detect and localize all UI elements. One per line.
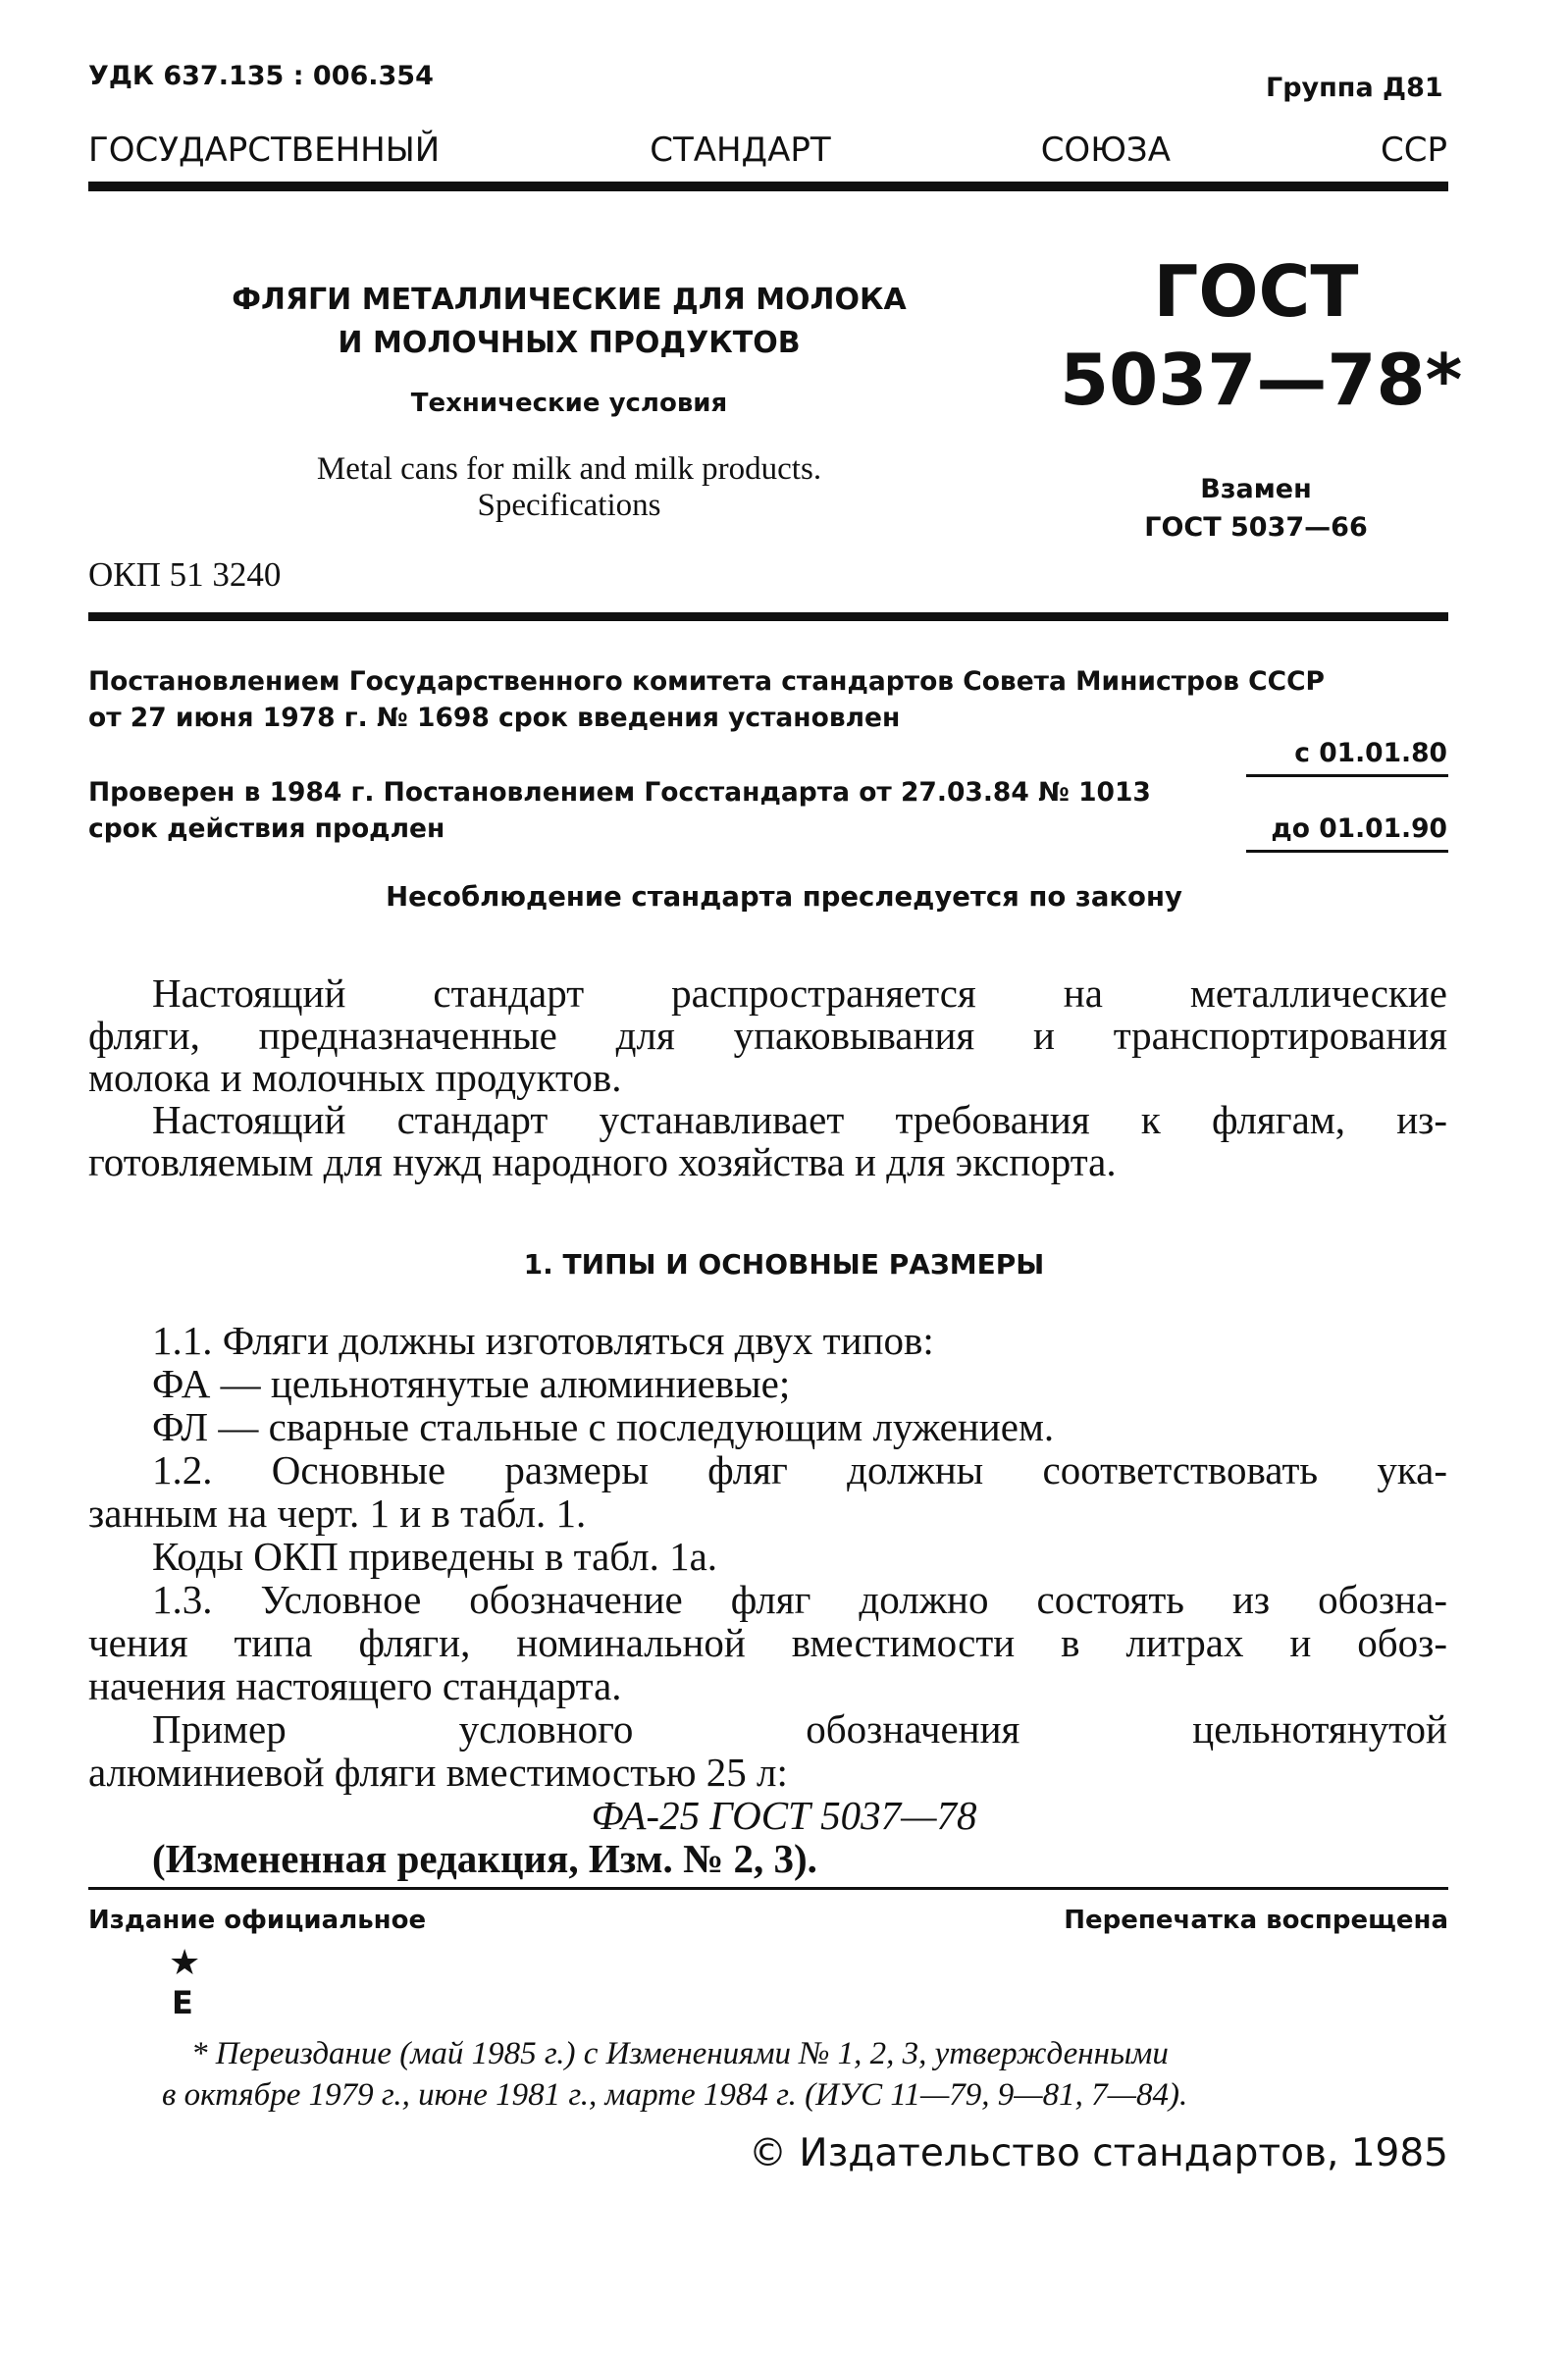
checked-line-1: Проверен в 1984 г. Постановлением Госстандарта от 27.03.84 № 1013 bbox=[88, 777, 1151, 808]
reprint-prohibited: Перепечатка воспрещена bbox=[1064, 1906, 1448, 1935]
legal-warning: Несоблюдение стандарта преследуется по закону bbox=[386, 881, 1182, 913]
star-mark: ★ bbox=[169, 1943, 201, 1983]
clause-1-3-line-3: начения настоящего стандарта. bbox=[88, 1663, 622, 1708]
type-fa: ФА — цельнотянутые алюминиевые; bbox=[152, 1361, 791, 1406]
english-title-line-2: Specifications bbox=[477, 488, 661, 523]
clause-1-3-line-2: чения типа фляги, номинальной вместимости в литрах и обоз- bbox=[88, 1620, 1447, 1665]
gost-label: ГОСТ bbox=[1153, 250, 1359, 333]
section-1-heading: 1. ТИПЫ И ОСНОВНЫЕ РАЗМЕРЫ bbox=[523, 1248, 1045, 1281]
title-line-1: ФЛЯГИ МЕТАЛЛИЧЕСКИЕ ДЛЯ МОЛОКА bbox=[232, 283, 907, 317]
date-to: до 01.01.90 bbox=[1271, 813, 1447, 844]
group-code: Группа Д81 bbox=[1266, 73, 1443, 103]
official-edition: Издание официальное bbox=[88, 1906, 427, 1935]
okp-codes-note: Коды ОКП приведены в табл. 1а. bbox=[152, 1534, 718, 1579]
designation-example: ФА-25 ГОСТ 5037—78 bbox=[591, 1793, 977, 1838]
english-title-line-1: Metal cans for milk and milk products. bbox=[316, 451, 822, 487]
date-from-underline bbox=[1246, 774, 1448, 777]
udk-code: УДК 637.135 : 006.354 bbox=[88, 61, 434, 91]
clause-1-3-line-1: 1.3. Условное обозначение фляг должно состоять из обозна- bbox=[152, 1577, 1447, 1622]
checked-line-2: срок действия продлен bbox=[88, 813, 445, 844]
title-line-2: И МОЛОЧНЫХ ПРОДУКТОВ bbox=[338, 326, 801, 360]
example-intro-line-1: Пример условного обозначения цельнотянутой bbox=[152, 1706, 1447, 1752]
intro-p1-line-3: молока и молочных продуктов. bbox=[88, 1055, 622, 1100]
example-intro-line-2: алюминиевой фляги вместимостью 25 л: bbox=[88, 1750, 788, 1795]
state-standard-heading: ГОСУДАРСТВЕННЫЙ СТАНДАРТ СОЮЗА ССР bbox=[88, 131, 1447, 170]
clause-1-1: 1.1. Фляги должны изготовляться двух типов: bbox=[152, 1318, 934, 1363]
e-mark: Е bbox=[172, 1984, 193, 2021]
replaces-label: Взамен bbox=[1200, 474, 1312, 504]
date-from: с 01.01.80 bbox=[1294, 738, 1447, 768]
replaces-value: ГОСТ 5037—66 bbox=[1144, 512, 1368, 543]
gost-number: 5037—78* bbox=[1060, 339, 1463, 421]
intro-p1-line-2: фляги, предназначенные для упаковывания и транспортирования bbox=[88, 1013, 1447, 1058]
header-rule bbox=[88, 182, 1448, 191]
amended-edition-note: (Измененная редакция, Изм. № 2, 3). bbox=[152, 1836, 817, 1881]
intro-p1-line-1: Настоящий стандарт распространяется на металлические bbox=[152, 970, 1447, 1016]
footer-rule bbox=[88, 1887, 1448, 1890]
date-to-underline bbox=[1246, 850, 1448, 853]
okp-code: ОКП 51 3240 bbox=[88, 555, 282, 594]
subtitle: Технические условия bbox=[410, 389, 728, 418]
clause-1-2-line-2: занным на черт. 1 и в табл. 1. bbox=[88, 1491, 587, 1536]
type-fl: ФЛ — сварные стальные с последующим лужением. bbox=[152, 1404, 1055, 1449]
intro-p2-line-2: готовляемым для нужд народного хозяйства и для экспорта. bbox=[88, 1139, 1117, 1184]
copyright: © Издательство стандартов, 1985 bbox=[749, 2131, 1448, 2175]
clause-1-2-line-1: 1.2. Основные размеры фляг должны соответствовать ука- bbox=[152, 1447, 1447, 1492]
reissue-note-line-2: в октябре 1979 г., июне 1981 г., марте 1984 г. (ИУС 11—79, 9—81, 7—84). bbox=[162, 2077, 1188, 2113]
decree-line-1: Постановлением Государственного комитета стандартов Совета Министров СССР bbox=[88, 666, 1325, 697]
reissue-note-line-1: * Переиздание (май 1985 г.) с Изменениями № 1, 2, 3, утвержденными bbox=[191, 2036, 1169, 2071]
decree-line-2: от 27 июня 1978 г. № 1698 срок введения установлен bbox=[88, 703, 901, 733]
intro-p2-line-1: Настоящий стандарт устанавливает требования к флягам, из- bbox=[152, 1097, 1447, 1142]
title-rule bbox=[88, 612, 1448, 621]
